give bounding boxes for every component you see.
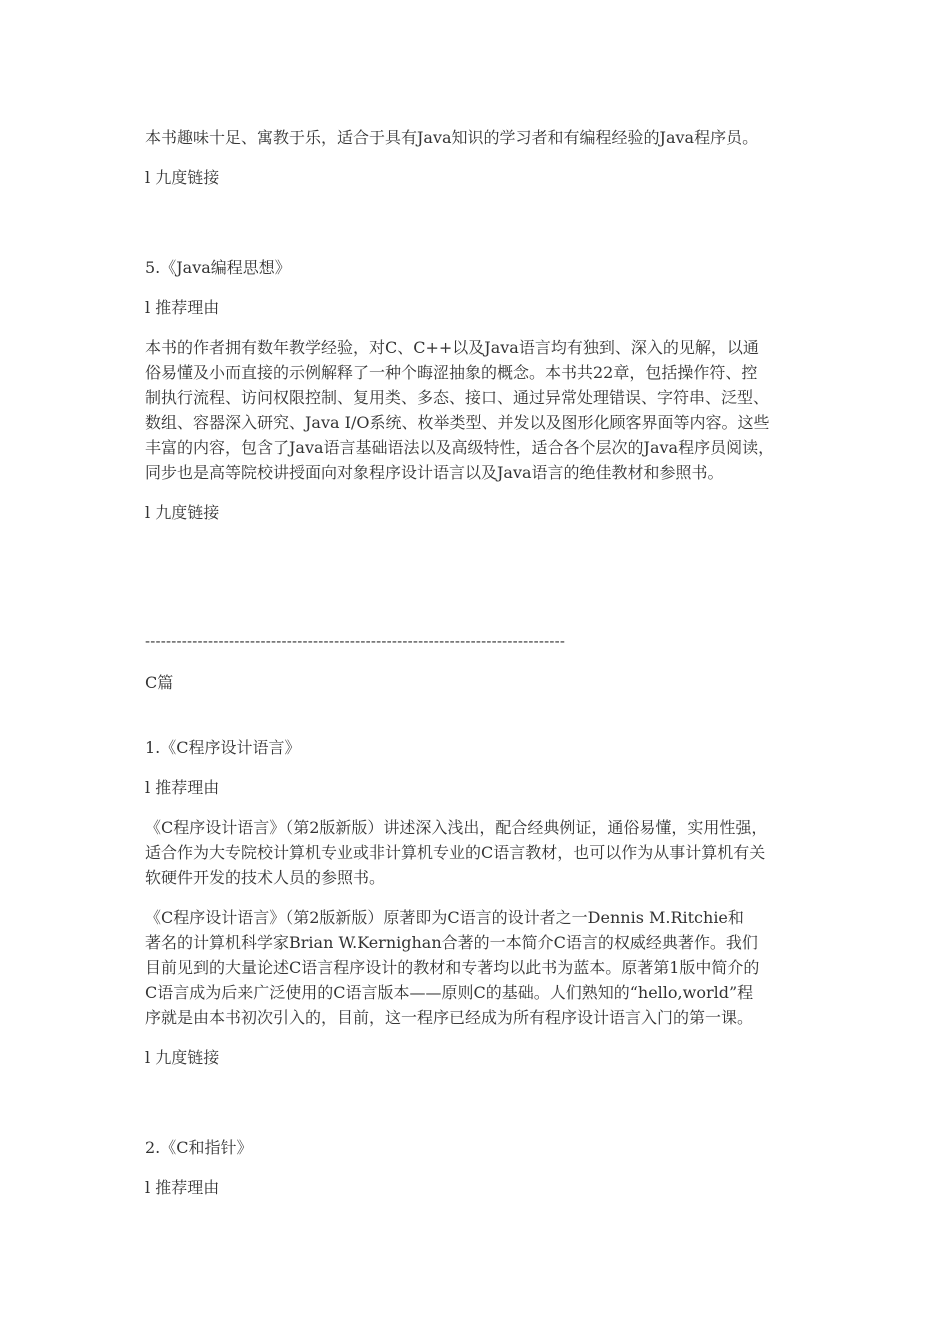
book5-link-text[interactable]: l 九度链接 (145, 503, 220, 522)
c-book1-reason-label: l 推荐理由 (145, 778, 220, 797)
c-book1-description-line: 序就是由本书初次引入的，目前，这一程序已经成为所有程序设计语言入门的第一课。 (145, 1008, 754, 1027)
c-book1-description-line: 著名的计算机科学家Brian W.Kernighan合著的一本简介C语言的权威经典著作。我们 (145, 933, 758, 952)
book5-description-line: 同步也是高等院校讲授面向对象程序设计语言以及Java语言的绝佳教材和参照书。 (145, 463, 724, 482)
book5-description-line: 丰富的内容，包含了Java语言基础语法以及高级特性，适合各个层次的Java程序员阅读， (145, 438, 775, 457)
book4-description: 本书趣味十足、寓教于乐，适合于具有Java知识的学习者和有编程经验的Java程序员。 (145, 128, 759, 147)
book5-description-line: 数组、容器深入研究、Java I/O系统、枚举类型、并发以及图形化顾客界面等内容。这些 (145, 413, 770, 432)
c-book1-link[interactable] (145, 1045, 219, 1070)
book5-description-line: 制执行流程、访问权限控制、复用类、多态、接口、通过异常处理错误、字符串、泛型、 (145, 388, 770, 407)
book5-title: 5.《Java编程思想》 (145, 258, 291, 277)
c-book2-reason-label: l 推荐理由 (145, 1178, 220, 1197)
c-book1-title: 1.《C程序设计语言》 (145, 738, 301, 757)
c-book2-title: 2.《C和指针》 (145, 1138, 253, 1157)
book5-description-line: 俗易懂及小而直接的示例解释了一种个晦涩抽象的概念。本书共22章，包括操作符、控 (145, 363, 758, 382)
book5-link[interactable] (145, 500, 219, 525)
book5-reason-label: l 推荐理由 (145, 298, 220, 317)
c-book1-link-text[interactable]: l 九度链接 (145, 1048, 220, 1067)
c-section-heading: C篇 (145, 673, 174, 692)
c-book1-description-line: 软硬件开发的技术人员的参照书。 (145, 868, 386, 887)
c-book1-description-line: 适合作为大专院校计算机专业或非计算机专业的C语言教材，也可以作为从事计算机有关 (145, 843, 766, 862)
c-book1-description-line: 目前见到的大量论述C语言程序设计的教材和专著均以此书为蓝本。原著第1版中简介的 (145, 958, 760, 977)
book5-description-line: 本书的作者拥有数年教学经验，对C、C++以及Java语言均有独到、深入的见解，以通 (145, 338, 759, 357)
c-book1-description-line: C语言成为后来广泛使用的C语言版本——原则C的基础。人们熟知的“hello,world”程 (145, 983, 754, 1002)
book4-link-text[interactable]: l 九度链接 (145, 168, 220, 187)
section-divider: -------------------------------------------------------------------------------- (145, 634, 566, 650)
c-book1-description-line: 《C程序设计语言》（第2版新版）原著即为C语言的设计者之一Dennis M.Ritchie和 (145, 908, 744, 927)
c-book1-description-2 (145, 905, 815, 1030)
book4-link[interactable] (145, 165, 219, 190)
c-book1-description-1 (145, 815, 815, 890)
book5-description (145, 335, 815, 485)
c-book1-description-line: 《C程序设计语言》（第2版新版）讲述深入浅出，配合经典例证，通俗易懂，实用性强， (145, 818, 768, 837)
